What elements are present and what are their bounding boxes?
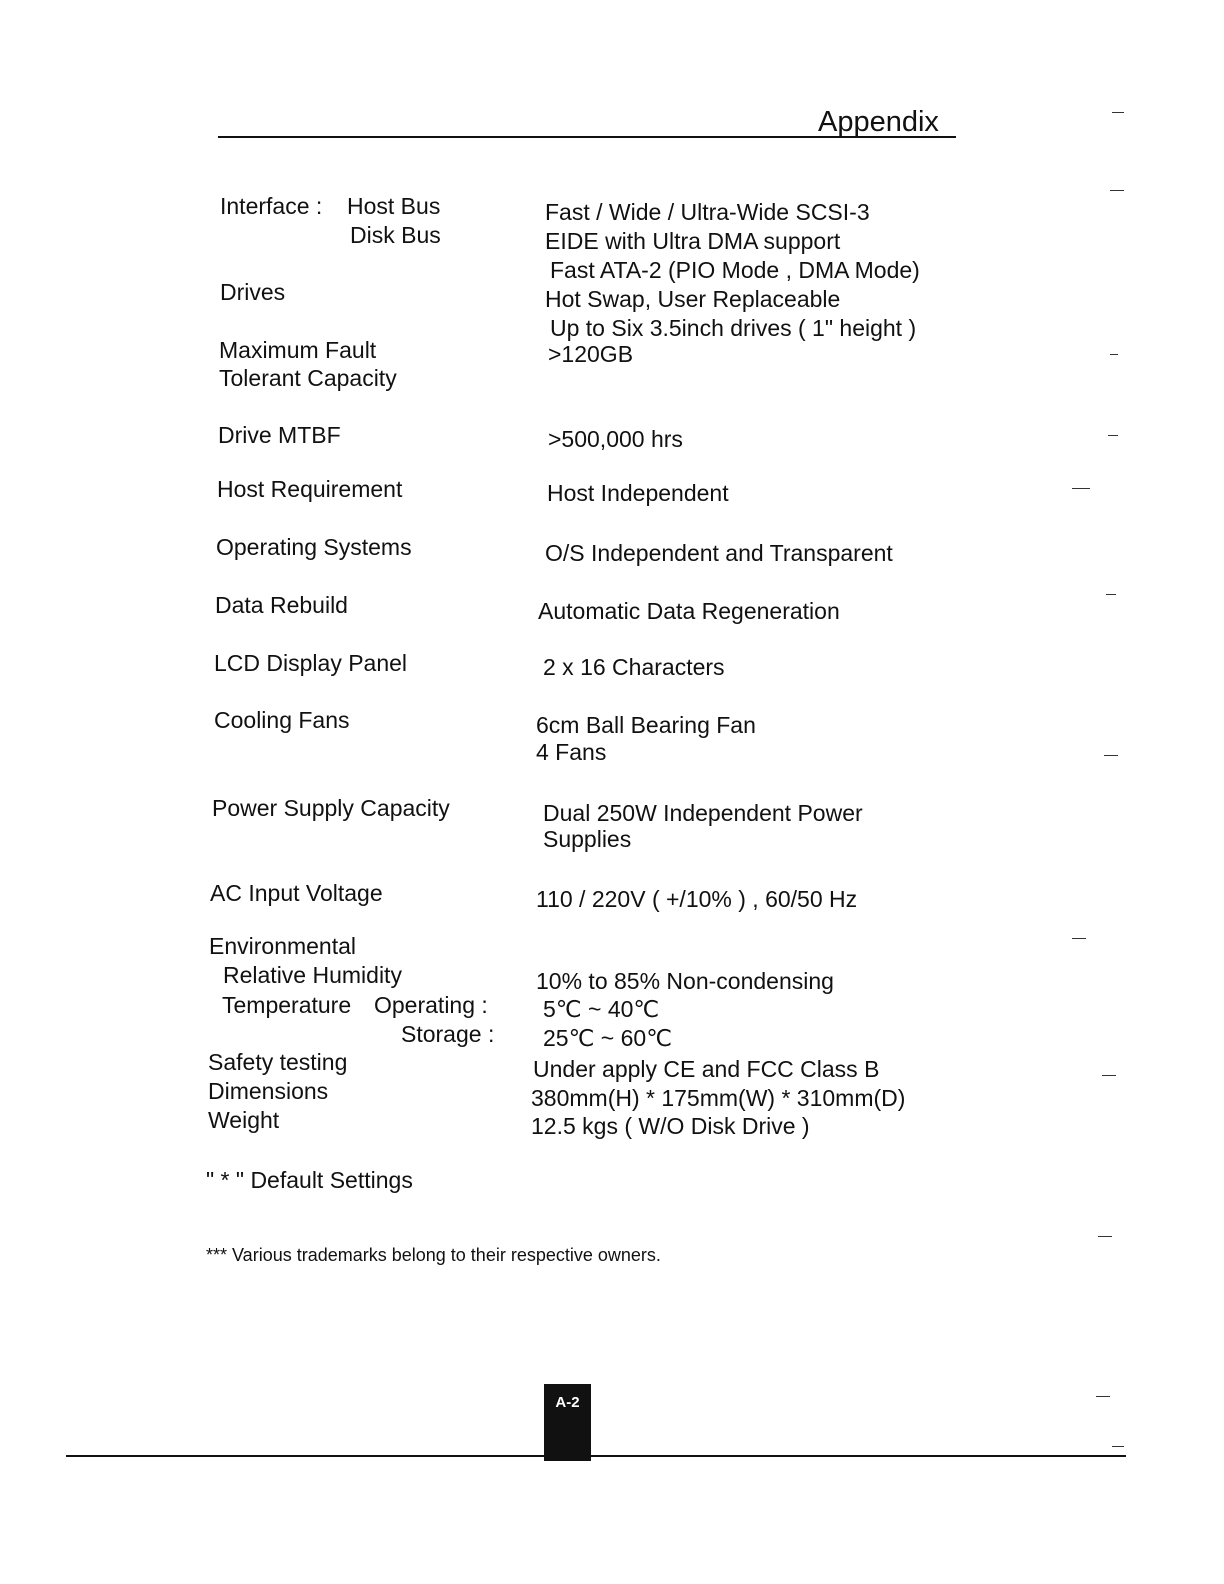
fans-label: Cooling Fans [214,707,350,733]
host-requirement-label: Host Requirement [217,476,403,502]
mtbf-value: >500,000 hrs [548,426,683,452]
humidity-value: 10% to 85% Non-condensing [536,968,834,994]
operating-value: 5℃ ~ 40℃ [543,996,660,1022]
drives-value-2: Up to Six 3.5inch drives ( 1" height ) [550,315,917,341]
humidity-label: Relative Humidity [223,962,402,988]
page-number-tab [544,1384,591,1461]
disk-bus-label: Disk Bus [350,222,441,248]
scan-mark [1110,354,1118,355]
weight-label: Weight [208,1107,280,1133]
operating-label: Operating : [374,992,488,1018]
dimensions-label: Dimensions [208,1078,329,1104]
header-rule [218,136,956,138]
scan-mark [1108,435,1118,436]
os-label: Operating Systems [216,534,412,560]
mtbf-label: Drive MTBF [218,422,341,448]
interface-label: Interface : [220,193,323,219]
ac-value: 110 / 220V ( +/10% ) , 60/50 Hz [536,886,858,912]
footer-rule [66,1455,1126,1457]
scan-mark [1072,938,1086,939]
storage-value: 25℃ ~ 60℃ [543,1025,673,1051]
scan-mark [1112,1446,1124,1447]
fans-value-2: 4 Fans [536,739,607,765]
scan-mark [1098,1236,1112,1237]
default-settings-note: " * " Default Settings [206,1167,413,1193]
safety-value: Under apply CE and FCC Class B [533,1056,880,1082]
scan-mark [1102,1075,1116,1076]
environmental-label: Environmental [209,933,357,959]
safety-label: Safety testing [208,1049,348,1075]
scan-mark [1104,755,1118,756]
drives-value: Hot Swap, User Replaceable [545,286,841,312]
fans-value: 6cm Ball Bearing Fan [536,712,756,738]
power-value-2: Supplies [543,826,632,852]
lcd-label: LCD Display Panel [214,650,408,676]
capacity-label: Maximum Fault [219,337,377,363]
ac-label: AC Input Voltage [210,880,383,906]
lcd-value: 2 x 16 Characters [543,654,725,680]
drives-label: Drives [220,279,286,305]
weight-value: 12.5 kgs ( W/O Disk Drive ) [531,1113,810,1139]
host-bus-value: Fast / Wide / Ultra-Wide SCSI-3 [545,199,870,225]
power-label: Power Supply Capacity [212,795,450,821]
host-requirement-value: Host Independent [547,480,729,506]
rebuild-value: Automatic Data Regeneration [538,598,840,624]
capacity-label-2: Tolerant Capacity [219,365,397,391]
capacity-value: >120GB [548,341,634,367]
rebuild-label: Data Rebuild [215,592,348,618]
power-value: Dual 250W Independent Power [543,800,863,826]
scan-mark [1110,190,1124,191]
host-bus-label: Host Bus [347,193,441,219]
scan-mark [1112,112,1124,113]
disk-bus-value-2: Fast ATA-2 (PIO Mode , DMA Mode) [550,257,920,283]
scan-mark [1096,1396,1110,1397]
temperature-label: Temperature [222,992,352,1018]
trademark-note: *** Various trademarks belong to their respective owners. [206,1245,661,1265]
page-number: A-2 [555,1394,580,1411]
scan-mark [1072,488,1090,489]
os-value: O/S Independent and Transparent [545,540,893,566]
scan-mark [1106,594,1116,595]
dimensions-value: 380mm(H) * 175mm(W) * 310mm(D) [531,1085,906,1111]
section-title: Appendix [818,106,939,138]
disk-bus-value: EIDE with Ultra DMA support [545,228,841,254]
storage-label: Storage : [401,1021,495,1047]
